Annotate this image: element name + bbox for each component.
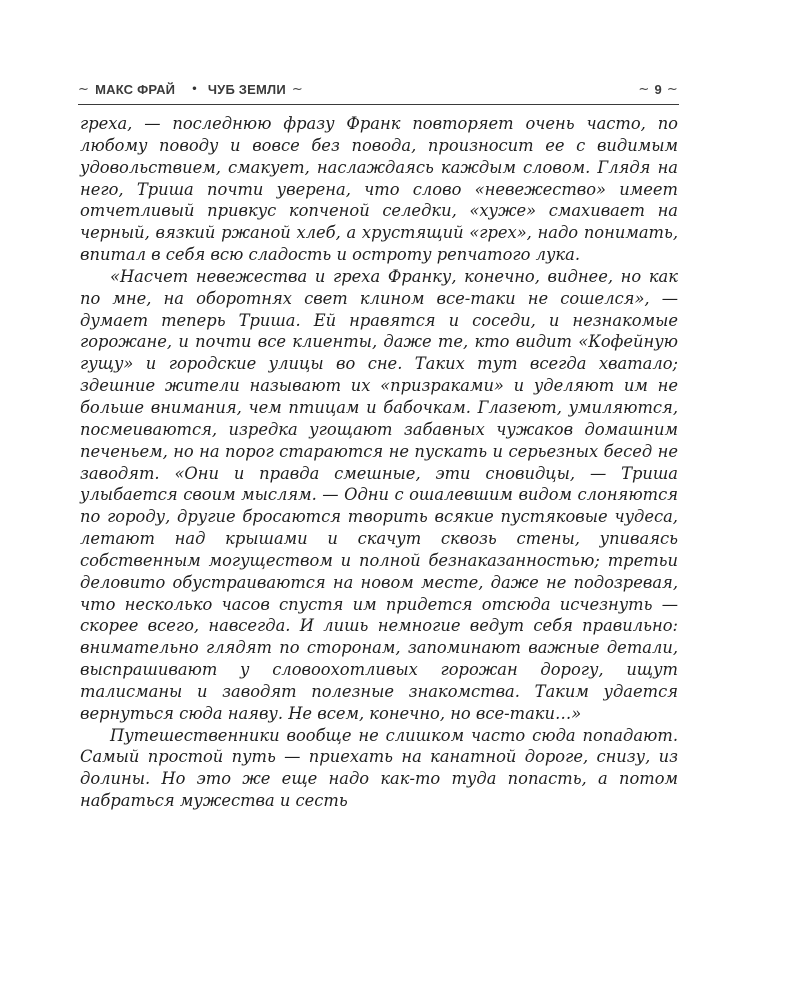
page-number-ornament: ~ (666, 81, 678, 97)
paragraph: «Насчет невежества и греха Франку, конечно, виднее, но как по мне, на оборотнях свет клином все-таки не сошелся», — думает теперь Триша. Ей нравятся и соседи, и незнакомые горожане, и почти все клиенты, даже те, кто видит «Кофейную гущу» и городские улицы во сне. Таких тут всегда хватало; здешние жители называют их «призраками» и уделяют им не больше внимания, чем птицам и бабочкам. Глазеют, умиляются, посмеиваются, изредка угощают забавных чужаков домашним печеньем, но на порог стараются не пускать и серьезных бесед не заводят. «Они и правда смешные, эти сновидцы, — Триша улыбается своим мыслям. — Одни с ошалевшим видом слоняются по городу, другие бросаются творить всякие пустяковые чудеса, летают над крышами и скачут сквозь стены, упиваясь собственным могуществом и полной безнаказанностью; третьи деловито обустраиваются на новом месте, даже не подозревая, что несколько часов спустя им придется отсюда исчезнуть — скорее всего, навсегда. И лишь немногие ведут себя правильно: внимательно глядят по сторонам, запоминают важные детали, выспрашивают у словоохотливых горожан дорогу, ищут талисманы и заводят полезные знакомства. Таким удается вернуться сюда наяву. Не всем, конечно, но все-таки…» (80, 266, 678, 723)
header-right (638, 82, 678, 97)
author-name: МАКС ФРАЙ (95, 81, 176, 97)
paragraph: греха, — последнюю фразу Франк повторяет очень часто, по любому поводу и вовсе без повода, произносит ее с видимым удовольствием, смакует, наслаждаясь каждым словом. Глядя на него, Триша почти уверена, что слово «невежество» имеет отчетливый привкус копченой селедки, «хуже» смахивает на черный, вязкий ржаной хлеб, а хрустящий «грех», надо понимать, впитал в себя всю сладость и остроту репчатого лука. (80, 114, 678, 265)
book-title: ЧУБ ЗЕМЛИ (207, 81, 286, 97)
running-header (78, 78, 678, 100)
header-ornament: ~ (291, 81, 304, 97)
header-left (78, 82, 303, 97)
body-text (80, 113, 678, 812)
page-number-ornament: ~ (638, 81, 650, 97)
paragraph: Путешественники вообще не слишком часто сюда попадают. Самый простой путь — приехать на канатной дороге, снизу, из долины. Но это же еще надо как-то туда попасть, а потом набраться мужества и сесть (80, 725, 678, 811)
header-rule (78, 104, 679, 105)
header-separator: • (191, 83, 198, 95)
page-number: 9 (654, 81, 662, 97)
header-ornament: ~ (78, 81, 90, 97)
